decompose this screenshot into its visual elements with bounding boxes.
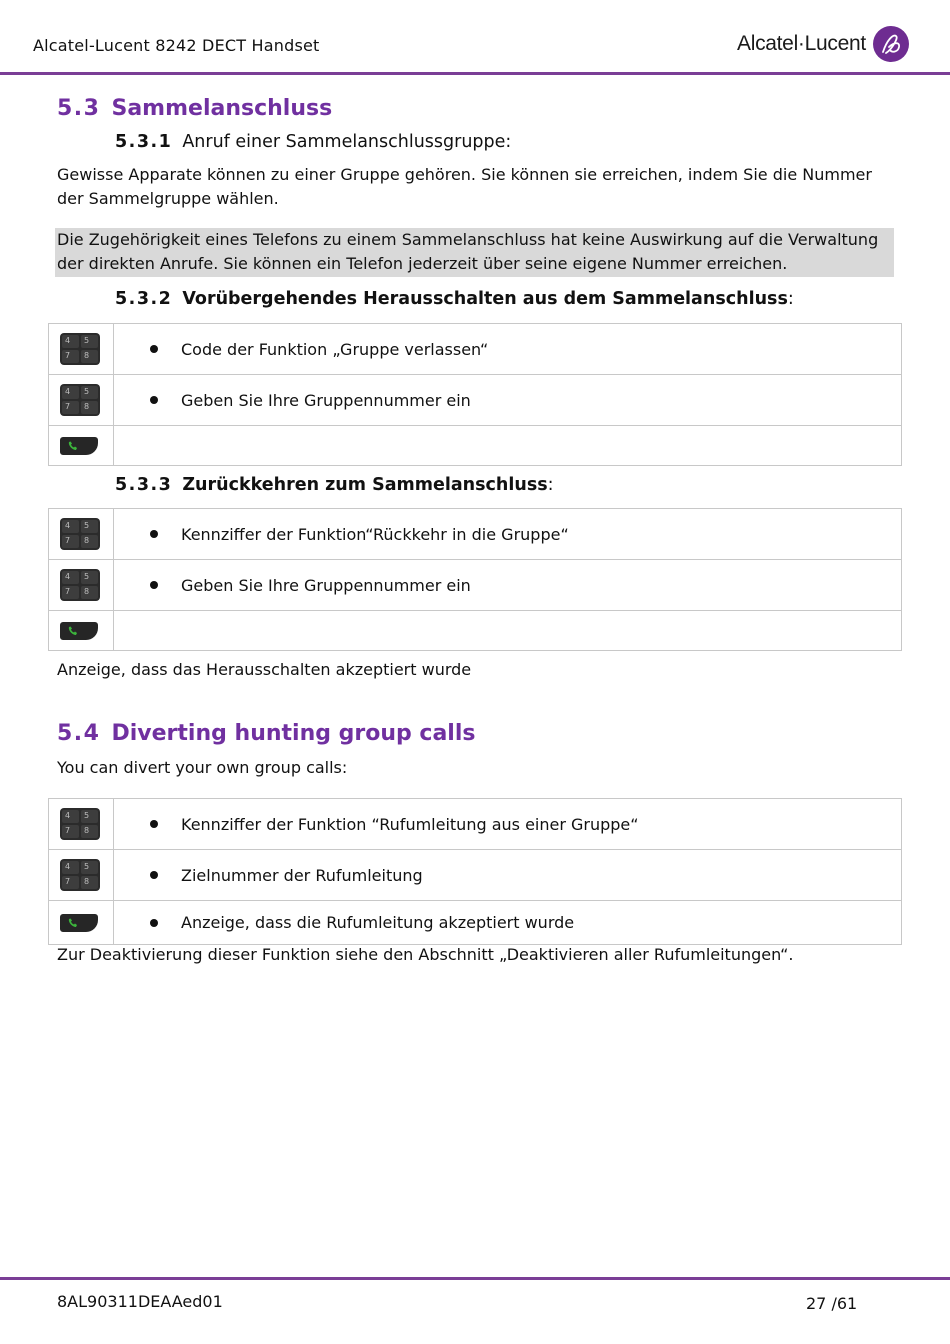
call-key-icon xyxy=(60,437,98,455)
keypad-icon: 4 5 7 8 xyxy=(60,808,100,840)
paragraph-divert-intro: You can divert your own group calls: xyxy=(57,758,348,777)
bullet-icon xyxy=(150,581,158,589)
keypad-icon: 4 5 7 8 xyxy=(60,518,100,550)
text-cell xyxy=(114,426,902,466)
step-text: Kennziffer der Funktion “Rufumleitung aus einer Gruppe“ xyxy=(181,814,639,834)
keypad-icon: 4 5 7 8 xyxy=(60,384,100,416)
footer-divider xyxy=(0,1277,950,1280)
alcatel-lucent-logo xyxy=(737,24,909,64)
steps-table-return-group xyxy=(48,508,902,651)
section-number: 5.4 xyxy=(57,721,101,746)
text-cell xyxy=(114,324,902,375)
paragraph-confirmation: Anzeige, dass das Herausschalten akzeptiert wurde xyxy=(57,660,472,679)
icon-cell xyxy=(49,426,114,466)
text-cell xyxy=(114,799,902,850)
section-heading-5-3 xyxy=(57,96,332,121)
subsection-colon: : xyxy=(547,475,554,495)
subsection-number: 5.3.3 xyxy=(115,475,173,495)
subsection-heading-5-3-1 xyxy=(115,132,511,152)
text-cell xyxy=(114,375,902,426)
step-text: Zielnummer der Rufumleitung xyxy=(181,865,423,885)
bullet-icon xyxy=(150,820,158,828)
table-row xyxy=(49,799,902,850)
logo-text: Alcatel·Lucent xyxy=(737,32,866,55)
subsection-heading-5-3-3 xyxy=(115,475,554,495)
bullet-icon xyxy=(150,396,158,404)
call-key-icon xyxy=(60,914,98,932)
icon-cell xyxy=(49,324,114,375)
call-key-icon xyxy=(60,622,98,640)
icon-cell xyxy=(49,901,114,945)
document-id: 8AL90311DEAAed01 xyxy=(57,1292,223,1311)
logo-mark-icon xyxy=(873,26,909,62)
step-text: Geben Sie Ihre Gruppennummer ein xyxy=(181,575,471,595)
table-row xyxy=(49,901,902,945)
paragraph-group-intro: Gewisse Apparate können zu einer Gruppe gehören. Sie können sie erreichen, indem Sie die Nummer der Sammelgruppe wählen. xyxy=(57,165,872,208)
steps-table-divert xyxy=(48,798,902,945)
keypad-icon: 4 5 7 8 xyxy=(60,333,100,365)
icon-cell xyxy=(49,799,114,850)
subsection-number: 5.3.1 xyxy=(115,132,173,152)
icon-cell xyxy=(49,560,114,611)
subsection-title: Zurückkehren zum Sammelanschluss xyxy=(182,475,548,495)
icon-cell xyxy=(49,509,114,560)
steps-table-leave-group xyxy=(48,323,902,466)
icon-cell xyxy=(49,611,114,651)
bullet-icon xyxy=(150,345,158,353)
subsection-colon: : xyxy=(505,132,512,152)
table-row xyxy=(49,850,902,901)
section-title: Diverting hunting group calls xyxy=(111,721,476,746)
step-text: Anzeige, dass die Rufumleitung akzeptiert wurde xyxy=(181,913,575,932)
table-row xyxy=(49,509,902,560)
step-text: Geben Sie Ihre Gruppennummer ein xyxy=(181,390,471,410)
step-text: Code der Funktion „Gruppe verlassen“ xyxy=(181,339,489,359)
subsection-number: 5.3.2 xyxy=(115,289,173,309)
table-row xyxy=(49,324,902,375)
highlighted-note: Die Zugehörigkeit eines Telefons zu einem Sammelanschluss hat keine Auswirkung auf die Verwaltung der direkten Anrufe. Sie können ein Telefon jederzeit über seine eigene Nummer erreichen. xyxy=(55,228,894,277)
section-heading-5-4 xyxy=(57,721,475,746)
table-row xyxy=(49,426,902,466)
subsection-colon: : xyxy=(787,289,794,309)
icon-cell xyxy=(49,375,114,426)
text-cell xyxy=(114,850,902,901)
step-text: Kennziffer der Funktion“Rückkehr in die Gruppe“ xyxy=(181,524,569,544)
subsection-heading-5-3-2 xyxy=(115,289,794,309)
document-title: Alcatel-Lucent 8242 DECT Handset xyxy=(33,36,320,55)
paragraph-deactivation: Zur Deaktivierung dieser Funktion siehe den Abschnitt „Deaktivieren aller Rufumleitungen“. xyxy=(57,945,794,964)
bullet-icon xyxy=(150,530,158,538)
subsection-title: Vorübergehendes Herausschalten aus dem Sammelanschluss xyxy=(182,289,788,309)
table-row xyxy=(49,611,902,651)
text-cell xyxy=(114,901,902,945)
keypad-icon: 4 5 7 8 xyxy=(60,859,100,891)
keypad-icon: 4 5 7 8 xyxy=(60,569,100,601)
text-cell xyxy=(114,611,902,651)
text-cell xyxy=(114,509,902,560)
icon-cell xyxy=(49,850,114,901)
text-cell xyxy=(114,560,902,611)
subsection-title: Anruf einer Sammelanschlussgruppe xyxy=(182,132,506,152)
table-row xyxy=(49,375,902,426)
page-number: 27 /61 xyxy=(806,1294,858,1313)
table-row xyxy=(49,560,902,611)
header-divider xyxy=(0,72,950,75)
bullet-icon xyxy=(150,919,158,927)
bullet-icon xyxy=(150,871,158,879)
section-title: Sammelanschluss xyxy=(111,96,333,121)
section-number: 5.3 xyxy=(57,96,101,121)
